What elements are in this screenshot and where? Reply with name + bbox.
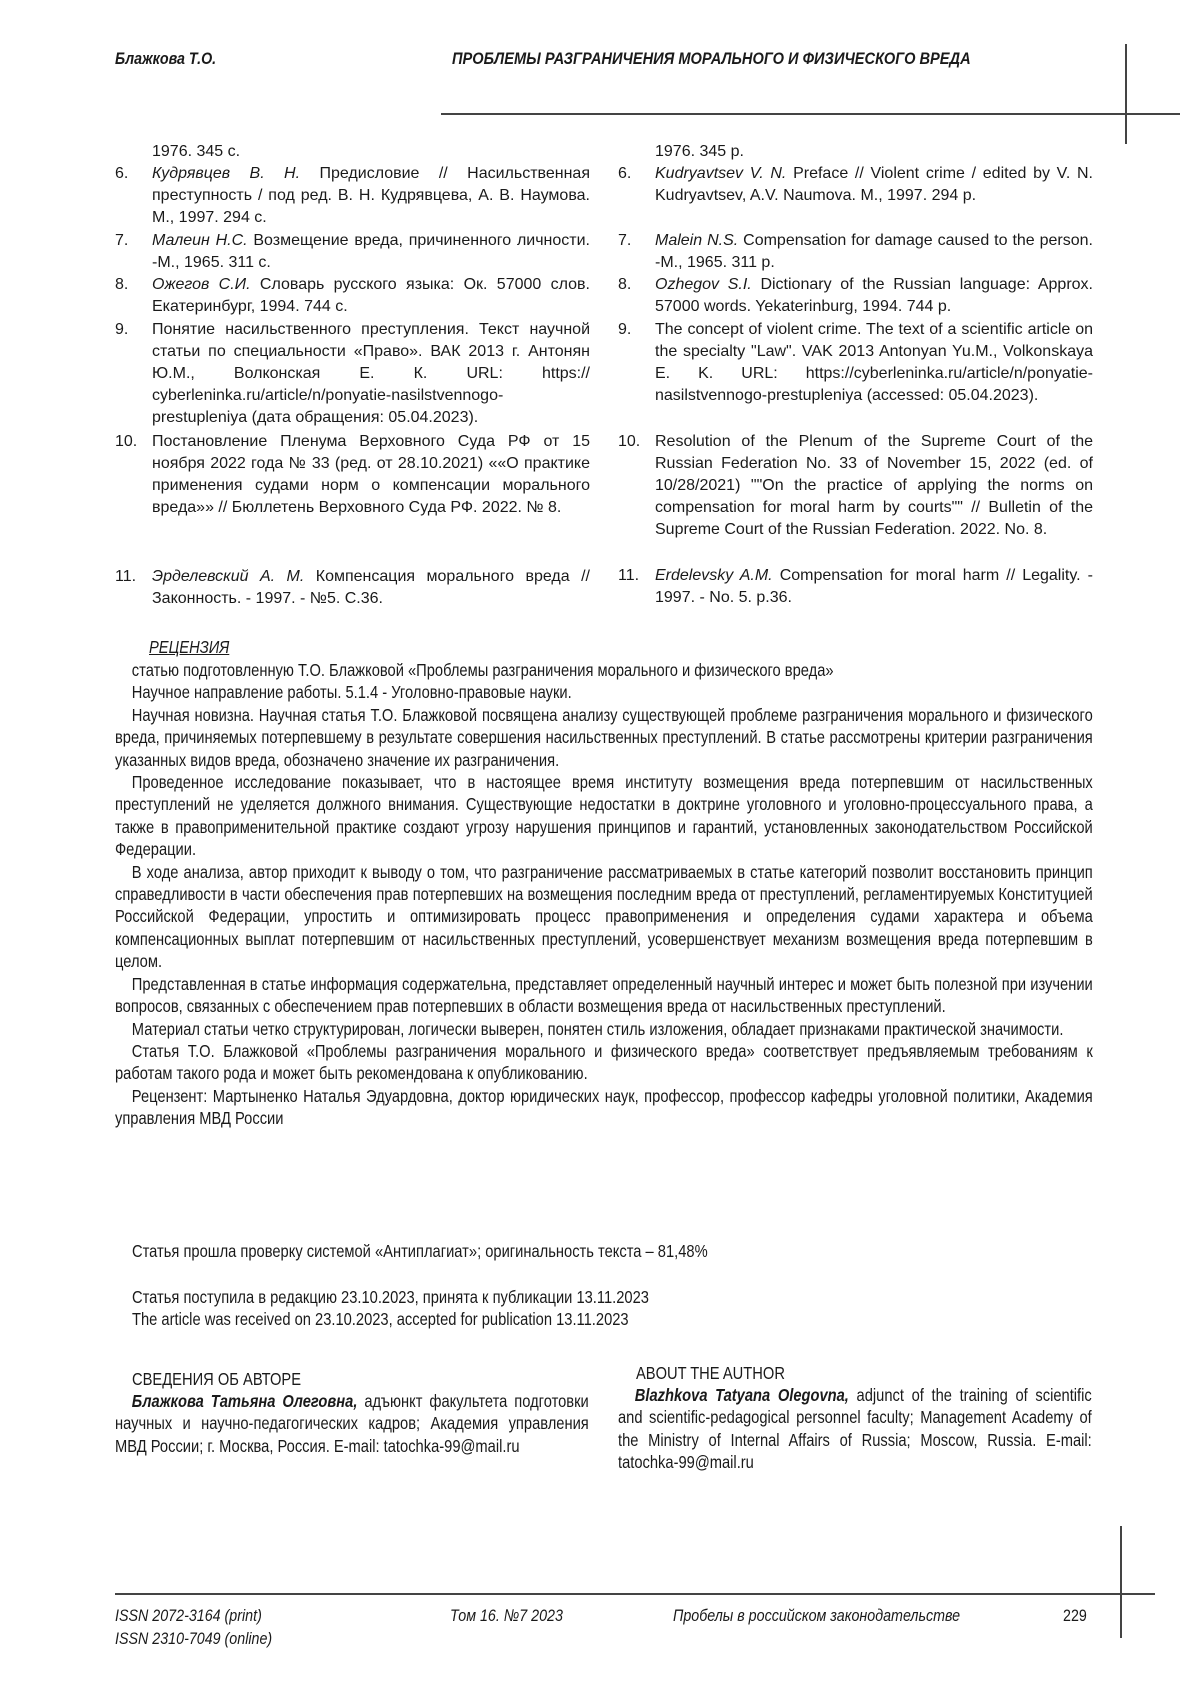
reference-number: 8. xyxy=(115,274,128,296)
review-paragraph: Материал статьи четко структурирован, логически выверен, понятен стиль изложения, обладает признаками практической значимости. xyxy=(115,1018,1093,1040)
review-paragraph: Представленная в статье информация содержательна, представляет определенный научный интерес и может быть полезной при изучении вопросов, связанных с обеспечением прав потерпевших в области возмещения вреда от насильственных преступлений. xyxy=(115,973,1093,1018)
reference-body: Возмещение вреда, причиненного личности. -М., 1965. 311 с. xyxy=(152,232,590,271)
reference-body: Preface // Violent crime / edited by V. N. Kudryavtsev, A.V. Naumova. M., 1997. 294 p. xyxy=(655,165,1093,204)
issn-online: ISSN 2310-7049 (online) xyxy=(115,1629,272,1649)
footer-rule xyxy=(115,1593,1155,1595)
author-details-en: adjunct of the training of scientific and scientific-pedagogical personnel faculty; Management Academy of the Ministry of Internal Affairs of Russia; Moscow, Russia. E-mail: tatochka-99@mail.ru xyxy=(618,1385,1092,1472)
reference-author: Malein N.S. xyxy=(655,232,738,249)
reference-number: 6. xyxy=(115,163,128,185)
reference-body: Постановление Пленума Верховного Суда РФ от 15 ноября 2022 года № 33 (ред. от 28.10.2021) ««О практике применения судами норм о компенсации морального вреда»» // Бюллетень Верховного Суда РФ. 2022. № 8. xyxy=(152,433,590,516)
reference-text xyxy=(152,274,590,318)
reference-text xyxy=(655,230,1093,274)
reference-text xyxy=(152,230,590,274)
reference-body: Compensation for damage caused to the person. -M., 1965. 311 p. xyxy=(655,232,1093,271)
antiplagiat-note: Статья прошла проверку системой «Антиплагиат»; оригинальность текста – 81,48% xyxy=(132,1240,708,1262)
reference-author: Малеин Н.С. xyxy=(152,232,248,249)
reference-body: Resolution of the Plenum of the Supreme Court of the Russian Federation No. 33 of November 15, 2022 (ed. of 10/28/2021) ""On the practice of applying the norms on compensation for moral harm by courts"" // Bulletin of the Supreme Court of the Russian Federation. 2022. No. 8. xyxy=(655,433,1093,538)
reference-text xyxy=(152,141,590,163)
review-paragraph: Научная новизна. Научная статья Т.О. Блажковой посвящена анализу существующей проблеме разграничения морального и физического вреда, причиняемых потерпевшему в результате совершения насильственных преступлений. В статье рассмотрены критерии разграничения указанных видов вреда, обозначено значение их разграничения. xyxy=(115,704,1093,771)
reference-body: Dictionary of the Russian language: Approx. 57000 words. Yekaterinburg, 1994. 744 p. xyxy=(655,276,1093,315)
reference-number: 6. xyxy=(618,163,631,185)
reference-body: Compensation for moral harm // Legality. - 1997. - No. 5. p.36. xyxy=(655,567,1093,606)
reference-text xyxy=(152,566,590,610)
author-name-en: Blazhkova Tatyana Olegovna, xyxy=(635,1385,849,1405)
reference-text xyxy=(655,431,1093,541)
reference-body: Компенсация морального вреда // Законность. - 1997. - №5. С.36. xyxy=(152,568,590,607)
reference-body: The concept of violent crime. The text of a scientific article on the specialty "Law". VAK 2013 Antonyan Yu.M., Volkonskaya E. K. URL: https://cyberleninka.ru/article/n/ponyatie-nasilstvennogo-prestupleniya (accessed: 05.04.2023). xyxy=(655,321,1093,404)
author-info-ru xyxy=(115,1390,589,1457)
author-info-en xyxy=(618,1384,1092,1474)
author-heading-en: ABOUT THE AUTHOR xyxy=(636,1362,785,1384)
reference-text xyxy=(655,565,1093,609)
author-name-ru: Блажкова Татьяна Олеговна, xyxy=(132,1391,358,1411)
reference-author: Кудрявцев В. Н. xyxy=(152,165,300,182)
reference-author: Erdelevsky A.M. xyxy=(655,567,773,584)
reference-number: 10. xyxy=(618,431,640,453)
review-paragraph: Научное направление работы. 5.1.4 - Уголовно-правовые науки. xyxy=(115,681,1093,703)
page-number: 229 xyxy=(1063,1606,1087,1626)
review-body xyxy=(115,659,1093,1130)
reference-author: Эрделевский А. М. xyxy=(152,568,304,585)
reference-number: 9. xyxy=(115,319,128,341)
reference-author: Ozhegov S.I. xyxy=(655,276,752,293)
running-head-title: ПРОБЛЕМЫ РАЗГРАНИЧЕНИЯ МОРАЛЬНОГО И ФИЗИЧЕСКОГО ВРЕДА xyxy=(452,49,971,69)
reference-body: Предисловие // Насильственная преступность / под ред. В. Н. Кудрявцева, А. В. Наумова. М., 1997. 294 с. xyxy=(152,165,590,226)
reference-author: Ожегов С.И. xyxy=(152,276,251,293)
crop-mark-vertical-top xyxy=(1125,44,1127,144)
issn-print: ISSN 2072-3164 (print) xyxy=(115,1606,262,1626)
reference-number: 8. xyxy=(618,274,631,296)
volume-issue: Том 16. №7 2023 xyxy=(450,1606,563,1626)
reference-number: 10. xyxy=(115,431,137,453)
reference-number: 7. xyxy=(618,230,631,252)
reference-text xyxy=(655,319,1093,407)
reference-text xyxy=(655,141,1093,163)
journal-name: Пробелы в российском законодательстве xyxy=(673,1606,960,1626)
reference-number: 7. xyxy=(115,230,128,252)
review-paragraph: Статья Т.О. Блажковой «Проблемы разграничения морального и физического вреда» соответствует предъявляемым требованиям к работам такого рода и может быть рекомендована к опубликованию. xyxy=(115,1040,1093,1085)
reference-text xyxy=(655,163,1093,207)
review-paragraph: Рецензент: Мартыненко Наталья Эдуардовна, доктор юридических наук, профессор, профессор кафедры уголовной политики, Академия управления МВД России xyxy=(115,1085,1093,1130)
reference-body: 1976. 345 с. xyxy=(152,143,240,160)
reference-text xyxy=(152,163,590,229)
running-head-author: Блажкова Т.О. xyxy=(115,49,216,69)
author-heading-ru: СВЕДЕНИЯ ОБ АВТОРЕ xyxy=(132,1368,301,1390)
received-date-ru: Статья поступила в редакцию 23.10.2023, принята к публикации 13.11.2023 xyxy=(132,1286,649,1308)
review-paragraph: Проведенное исследование показывает, что в настоящее время институту возмещения вреда потерпевшим от насильственных преступлений не уделяется должного внимания. Существующие недостатки в доктрине уголовного и уголовно-процессуального права, а также в правоприменительной практике создают угрозу нарушения принципов и гарантий, установленных законодательством Российской Федерации. xyxy=(115,771,1093,861)
review-paragraph: статью подготовленную Т.О. Блажковой «Проблемы разграничения морального и физического вреда» xyxy=(115,659,1093,681)
reference-body: Словарь русского языка: Ок. 57000 слов. Екатеринбург, 1994. 744 с. xyxy=(152,276,590,315)
reference-number: 11. xyxy=(618,565,639,587)
crop-mark-vertical-bottom xyxy=(1120,1526,1122,1638)
reference-text xyxy=(655,274,1093,318)
reference-body: Понятие насильственного преступления. Текст научной статьи по специальности «Право». ВАК 2013 г. Антонян Ю.М., Волконская Е. К. URL: https:// cyberleninka.ru/article/n/ponyatie-nasilstvennogo-prestupleniya (дата обращения: 05.04.2023). xyxy=(152,321,590,426)
author-details-ru: адъюнкт факультета подготовки научных и научно-педагогических кадров; Академия управления МВД России; г. Москва, Россия. E-mail: tatochka-99@mail.ru xyxy=(115,1391,589,1456)
reference-number: 9. xyxy=(618,319,631,341)
reference-text xyxy=(152,431,590,519)
review-heading: РЕЦЕНЗИЯ xyxy=(149,636,229,658)
reference-number: 11. xyxy=(115,566,136,588)
reference-body: 1976. 345 p. xyxy=(655,143,744,160)
review-paragraph: В ходе анализа, автор приходит к выводу о том, что разграничение рассматриваемых в статье категорий позволит восстановить принцип справедливости в части обеспечения прав потерпевших на возмещения последним вреда от преступлений, регламентируемых Конституцией Российской Федерации, упростить и оптимизировать процесс правоприменения и определения судами характера и объема компенсационных выплат потерпевшим от насильственных преступлений, усовершенствует механизм возмещения вреда потерпевшим в целом. xyxy=(115,861,1093,973)
reference-text xyxy=(152,319,590,429)
received-date-en: The article was received on 23.10.2023, accepted for publication 13.11.2023 xyxy=(132,1308,629,1330)
header-rule xyxy=(441,113,1180,115)
reference-author: Kudryavtsev V. N. xyxy=(655,165,786,182)
